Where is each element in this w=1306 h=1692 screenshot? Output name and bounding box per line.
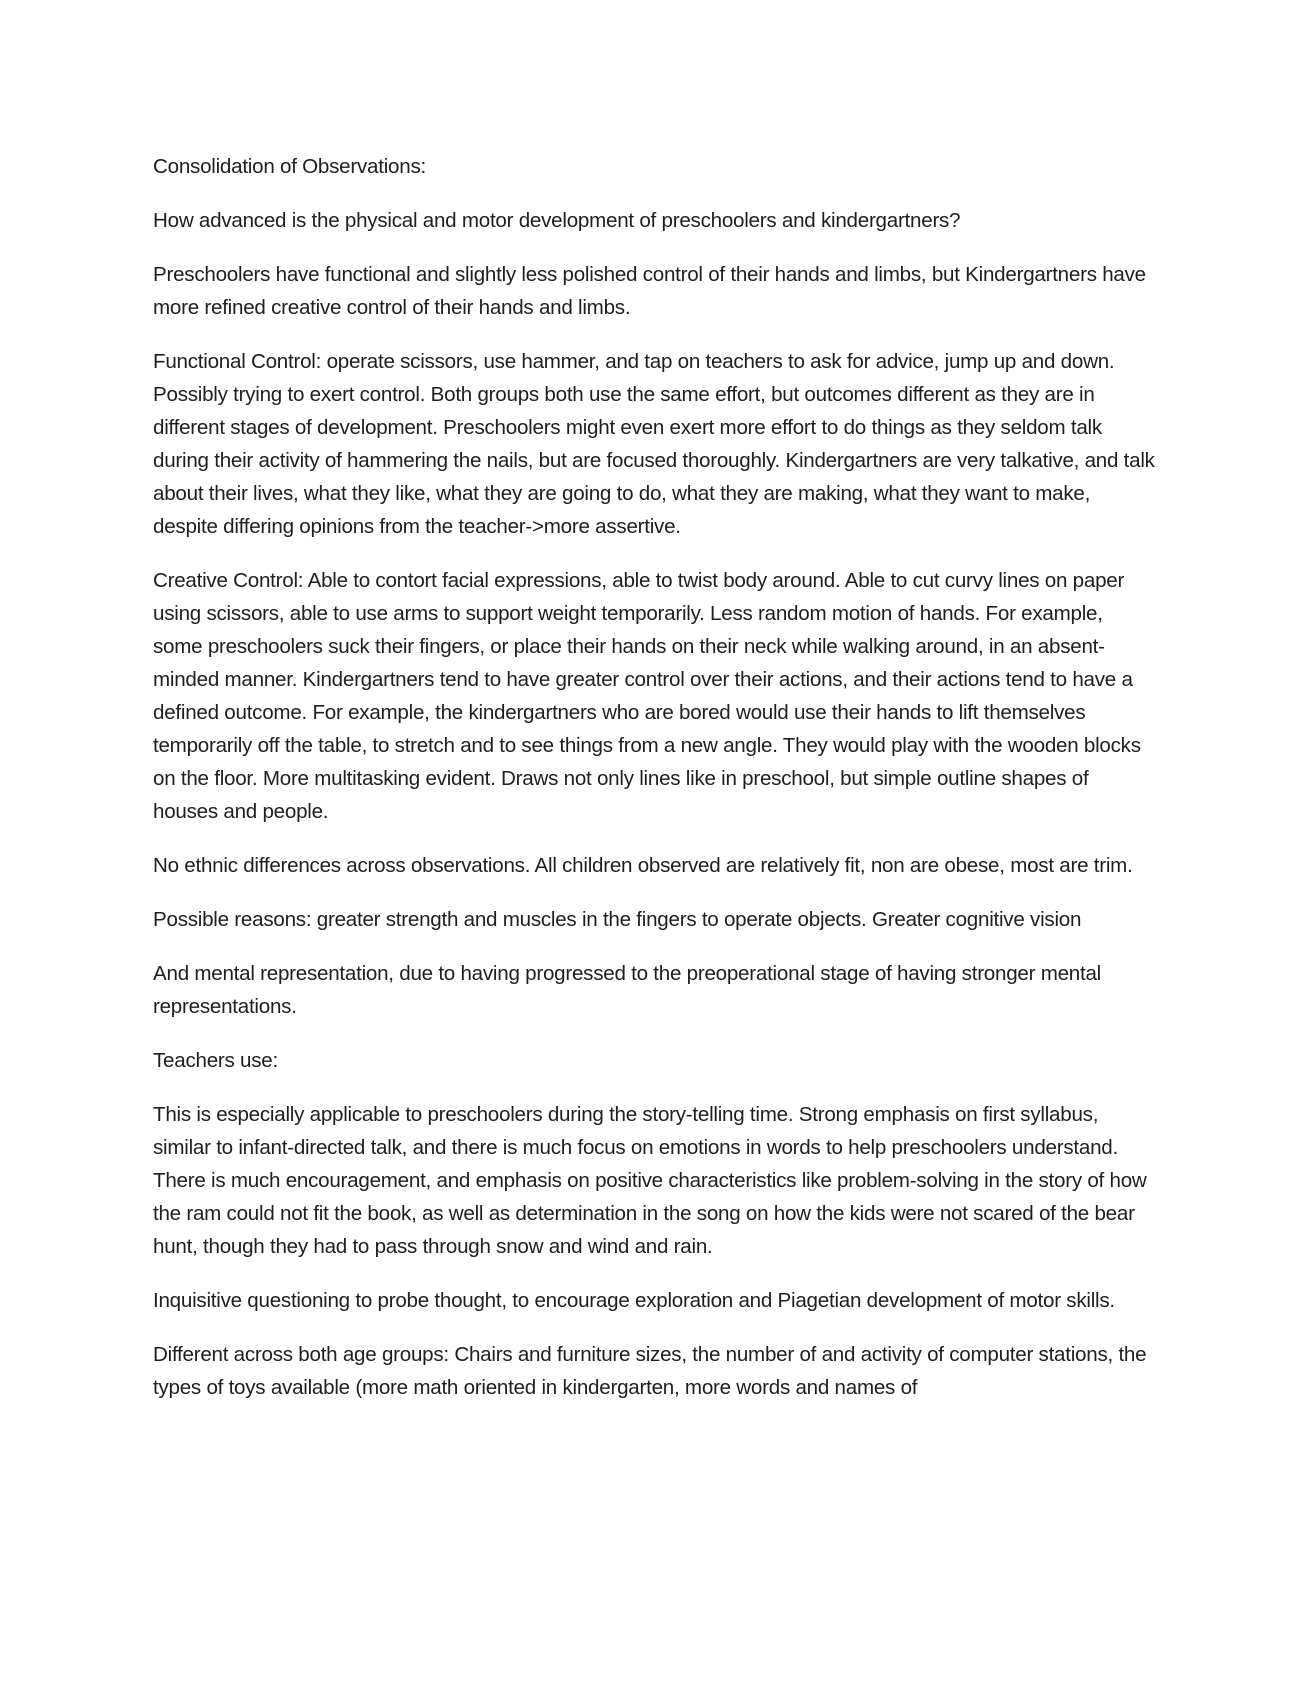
document-body <box>153 150 1156 1425</box>
paragraph-possible-reasons: Possible reasons: greater strength and muscles in the fingers to operate objects. Greater cognitive vision <box>153 908 1082 931</box>
paragraph-mental-representation: And mental representation, due to having progressed to the preoperational stage of having stronger mental representations. <box>153 962 1102 1018</box>
paragraph-research-question: How advanced is the physical and motor development of preschoolers and kindergartners? <box>153 209 961 232</box>
paragraph-teachers-use-heading: Teachers use: <box>153 1049 278 1072</box>
document-title: Consolidation of Observations: <box>153 155 426 178</box>
paragraph-summary: Preschoolers have functional and slightly less polished control of their hands and limbs, but Kindergartners have more refined creative control of their hands and limbs. <box>153 263 1146 319</box>
paragraph-inquisitive-questioning: Inquisitive questioning to probe thought, to encourage exploration and Piagetian development of motor skills. <box>153 1289 1115 1312</box>
paragraph-functional-control: Functional Control: operate scissors, use hammer, and tap on teachers to ask for advice, jump up and down. Possibly trying to exert control. Both groups both use the same effort, but outcomes different as they are in different stages of development. Preschoolers might even exert more effort to do things as they seldom talk during their activity of hammering the nails, but are focused thoroughly. Kindergartners are very talkative, and talk about their lives, what they like, what they are going to do, what they are making, what they want to make, despite differing opinions from the teacher->more assertive. <box>153 350 1155 538</box>
paragraph-age-group-differences: Different across both age groups: Chairs and furniture sizes, the number of and activity of computer stations, the types of toys available (more math oriented in kindergarten, more words and names of <box>153 1343 1147 1399</box>
paragraph-ethnic-differences: No ethnic differences across observations. All children observed are relatively fit, non are obese, most are trim. <box>153 854 1133 877</box>
paragraph-creative-control: Creative Control: Able to contort facial expressions, able to twist body around. Able to cut curvy lines on paper using scissors, able to use arms to support weight temporarily. Less random motion of hands. For example, some preschoolers suck their fingers, or place their hands on their neck while walking around, in an absent-minded manner. Kindergartners tend to have greater control over their actions, and their actions tend to have a defined outcome. For example, the kindergartners who are bored would use their hands to lift themselves temporarily off the table, to stretch and to see things from a new angle. They would play with the wooden blocks on the floor. More multitasking evident. Draws not only lines like in preschool, but simple outline shapes of houses and people. <box>153 569 1141 823</box>
paragraph-story-telling: This is especially applicable to preschoolers during the story-telling time. Strong emphasis on first syllabus, similar to infant-directed talk, and there is much focus on emotions in words to help preschoolers understand. There is much encouragement, and emphasis on positive characteristics like problem-solving in the story of how the ram could not fit the book, as well as determination in the song on how the kids were not scared of the bear hunt, though they had to pass through snow and wind and rain. <box>153 1103 1147 1258</box>
